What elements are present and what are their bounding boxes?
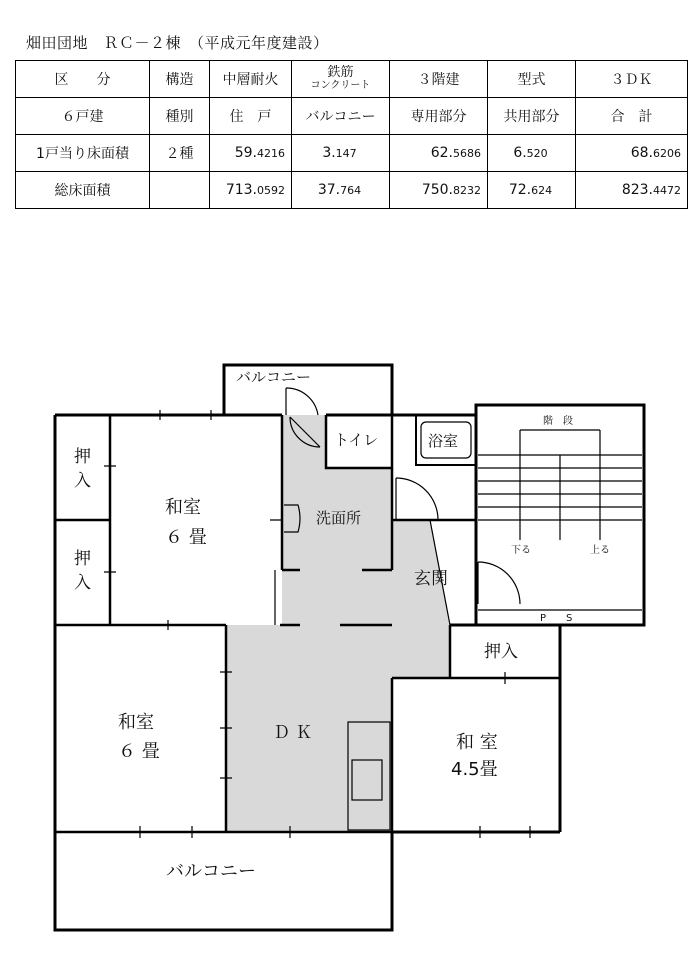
cell-total-area: 総床面積 — [16, 172, 150, 209]
label-balcony-bottom: バルコニー — [166, 861, 256, 882]
cell-value: 6.520 — [488, 135, 576, 172]
cell-value: 59.4216 — [210, 135, 292, 172]
cell-value: 62.5686 — [390, 135, 488, 172]
cell-kind: 種別 — [150, 98, 210, 135]
area-table — [15, 60, 688, 209]
cell-floors: ３階建 — [390, 61, 488, 98]
cell-value: 750.8232 — [390, 172, 488, 209]
table-row — [16, 135, 688, 172]
label-washitsu-3b: 4.5畳 — [451, 759, 498, 780]
label-oshiire-char: 入 — [74, 573, 91, 593]
label-down: 下る — [511, 545, 531, 556]
label-bath: 浴室 — [428, 432, 459, 450]
cell-empty — [150, 172, 210, 209]
label-balcony-top: バルコニー — [236, 368, 312, 386]
table-row — [16, 98, 688, 135]
cell-value: 823.4472 — [576, 172, 688, 209]
floor-plan — [0, 300, 700, 963]
label-up: 上る — [590, 545, 610, 556]
cell-fireproof: 中層耐火 — [210, 61, 292, 98]
cell-common: 共用部分 — [488, 98, 576, 135]
cell-value: 37.764 — [292, 172, 390, 209]
label-oshiire-char: 入 — [74, 471, 91, 491]
label-dk: Ｄ Ｋ — [273, 723, 313, 743]
label-oshiire-1 — [74, 447, 91, 491]
cell-rc-sub: コンクリート — [310, 80, 371, 91]
label-oshiire-char: 押 — [74, 549, 91, 569]
page-title: 畑田団地 ＲＣ－２棟 （平成元年度建設） — [26, 34, 329, 52]
cell-value: 72.624 — [488, 172, 576, 209]
label-washitsu-2a: 和室 — [118, 712, 154, 733]
cell-dwelling: 住 戸 — [210, 98, 292, 135]
cell-kind-value: ２種 — [150, 135, 210, 172]
cell-rc-main: 鉄筋 — [327, 65, 354, 80]
table-row — [16, 172, 688, 209]
cell-per-unit: 1戸当り床面積 — [16, 135, 150, 172]
cell-units: ６戸建 — [16, 98, 150, 135]
cell-balcony: バルコニー — [292, 98, 390, 135]
cell-private: 専用部分 — [390, 98, 488, 135]
cell-structure: 構造 — [150, 61, 210, 98]
table-row — [16, 61, 688, 98]
label-oshiire-3: 押入 — [484, 642, 518, 662]
label-toilet: トイレ — [334, 431, 379, 449]
label-washroom: 洗面所 — [316, 509, 362, 527]
label-washitsu-1a: 和室 — [165, 497, 201, 518]
label-washitsu-1b: ６ 畳 — [165, 527, 207, 548]
cell-type-label: 型式 — [488, 61, 576, 98]
cell-category: 区 分 — [16, 61, 150, 98]
label-ps: P S — [540, 613, 573, 624]
label-genkan: 玄関 — [414, 569, 448, 589]
cell-value: 713.0592 — [210, 172, 292, 209]
shaded-area — [226, 415, 450, 832]
label-washitsu-2b: ６ 畳 — [118, 741, 160, 762]
cell-rc — [292, 61, 390, 98]
cell-type: ３ＤＫ — [576, 61, 688, 98]
cell-value: 68.6206 — [576, 135, 688, 172]
label-oshiire-2 — [74, 549, 91, 593]
label-washitsu-3a: 和 室 — [456, 732, 498, 753]
cell-total: 合 計 — [576, 98, 688, 135]
label-oshiire-char: 押 — [74, 447, 91, 467]
label-stairs: 階 段 — [543, 416, 573, 427]
cell-value: 3.147 — [292, 135, 390, 172]
